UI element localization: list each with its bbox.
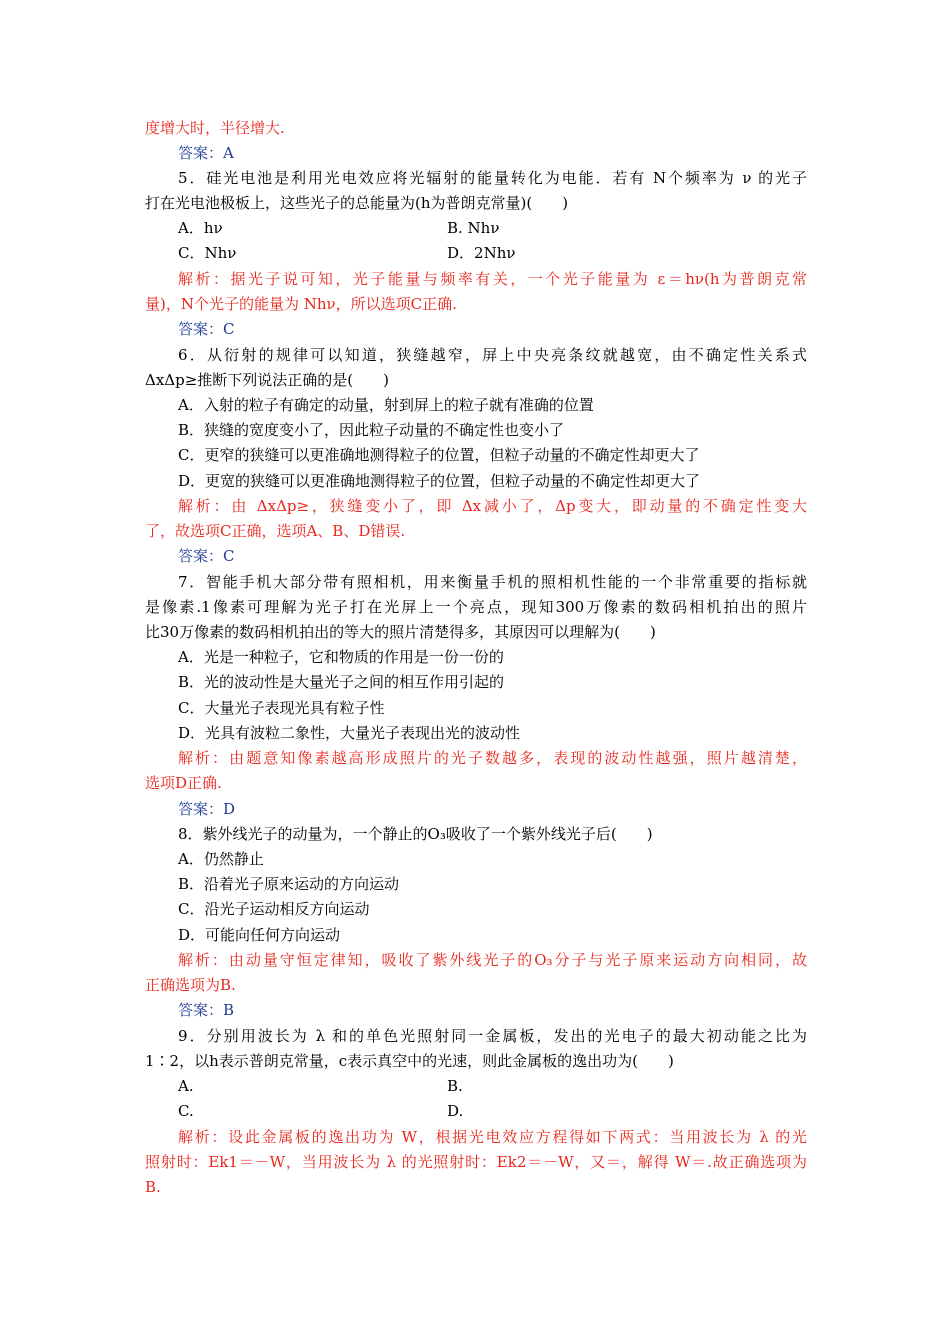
text-line: 度增大时，半径增大. bbox=[145, 119, 285, 137]
analysis-line: 照射时：Ek1＝－W，当用波长为 λ 的光照射时：Ek2＝－W，又＝，解得 W＝.故正确选项为 bbox=[145, 1153, 807, 1171]
question-8: 8．紫外线光子的动量为，一个静止的O₃吸收了一个紫外线光子后( ) bbox=[178, 825, 653, 843]
option-c: C．沿光子运动相反方向运动 bbox=[178, 900, 370, 918]
option-b: B．沿着光子原来运动的方向运动 bbox=[178, 875, 400, 893]
option-a: A．光是一种粒子，它和物质的作用是一份一份的 bbox=[178, 648, 504, 666]
analysis-line: 解析：据光子说可知，光子能量与频率有关，一个光子能量为 ε＝hν(h为普朗克常 bbox=[178, 270, 807, 288]
answer-line: 答案：C bbox=[178, 320, 235, 338]
option-b: B. Nhν bbox=[447, 219, 500, 237]
option-b: B．光的波动性是大量光子之间的相互作用引起的 bbox=[178, 673, 505, 691]
answer-line: 答案：D bbox=[178, 800, 236, 818]
option-c: C．更窄的狭缝可以更准确地测得粒子的位置，但粒子动量的不确定性却更大了 bbox=[178, 446, 700, 464]
question-6: 6．从衍射的规律可以知道，狭缝越窄，屏上中央亮条纹就越宽，由不确定性关系式 bbox=[178, 346, 807, 364]
question-5-cont: 打在光电池极板上，这些光子的总能量为(h为普朗克常量)( ) bbox=[145, 194, 569, 212]
question-7-cont: 比30万像素的数码相机拍出的等大的照片清楚得多，其原因可以理解为( ) bbox=[145, 623, 656, 641]
question-7: 7．智能手机大部分带有照相机，用来衡量手机的照相机性能的一个非常重要的指标就 bbox=[178, 573, 807, 591]
question-9: 9．分别用波长为 λ 和的单色光照射同一金属板，发出的光电子的最大初动能之比为 bbox=[178, 1027, 807, 1045]
analysis-line: 选项D正确. bbox=[145, 774, 222, 792]
option-d: D. bbox=[447, 1102, 464, 1120]
option-d: D．可能向任何方向运动 bbox=[178, 926, 341, 944]
analysis-line: 量)，N个光子的能量为 Nhν，所以选项C正确. bbox=[145, 295, 457, 313]
answer-line: 答案：A bbox=[178, 144, 234, 162]
question-7-cont: 是像素.1像素可理解为光子打在光屏上一个亮点，现知300万像素的数码相机拍出的照片 bbox=[145, 598, 807, 616]
option-c: C．大量光子表现光具有粒子性 bbox=[178, 699, 385, 717]
option-a: A．hν bbox=[178, 219, 223, 237]
analysis-line: B. bbox=[145, 1178, 161, 1196]
option-a: A．仍然静止 bbox=[178, 850, 264, 868]
analysis-line: 解析：由题意知像素越高形成照片的光子数越多，表现的波动性越强，照片越清楚， bbox=[178, 749, 807, 767]
option-a: A．入射的粒子有确定的动量，射到屏上的粒子就有准确的位置 bbox=[178, 396, 594, 414]
option-b: B．狭缝的宽度变小了，因此粒子动量的不确定性也变小了 bbox=[178, 421, 565, 439]
question-9-cont: 1∶2，以h表示普朗克常量，c表示真空中的光速，则此金属板的逸出功为( ) bbox=[145, 1052, 674, 1070]
option-d: D．光具有波粒二象性，大量光子表现出光的波动性 bbox=[178, 724, 521, 742]
answer-line: 答案：C bbox=[178, 547, 235, 565]
option-c: C. bbox=[178, 1102, 194, 1120]
analysis-line: 正确选项为B. bbox=[145, 976, 236, 994]
option-c: C．Nhν bbox=[178, 244, 237, 262]
analysis-line: 解析：由动量守恒定律知，吸收了紫外线光子的O₃分子与光子原来运动方向相同，故 bbox=[178, 951, 807, 969]
option-d: D．更宽的狭缝可以更准确地测得粒子的位置，但粒子动量的不确定性却更大了 bbox=[178, 472, 701, 490]
answer-line: 答案：B bbox=[178, 1001, 235, 1019]
option-b: B. bbox=[447, 1077, 463, 1095]
option-d: D．2Nhν bbox=[447, 244, 516, 262]
question-5: 5．硅光电池是利用光电效应将光辐射的能量转化为电能．若有 N个频率为 ν 的光子 bbox=[178, 169, 807, 187]
option-a: A. bbox=[178, 1077, 194, 1095]
question-6-cont: ΔxΔp≥推断下列说法正确的是( ) bbox=[145, 371, 390, 389]
analysis-line: 了，故选项C正确，选项A、B、D错误. bbox=[145, 522, 406, 540]
analysis-line: 解析：设此金属板的逸出功为 W，根据光电效应方程得如下两式：当用波长为 λ 的光 bbox=[178, 1128, 807, 1146]
analysis-line: 解析：由 ΔxΔp≥，狭缝变小了，即 Δx减小了，Δp变大，即动量的不确定性变大 bbox=[178, 497, 807, 515]
